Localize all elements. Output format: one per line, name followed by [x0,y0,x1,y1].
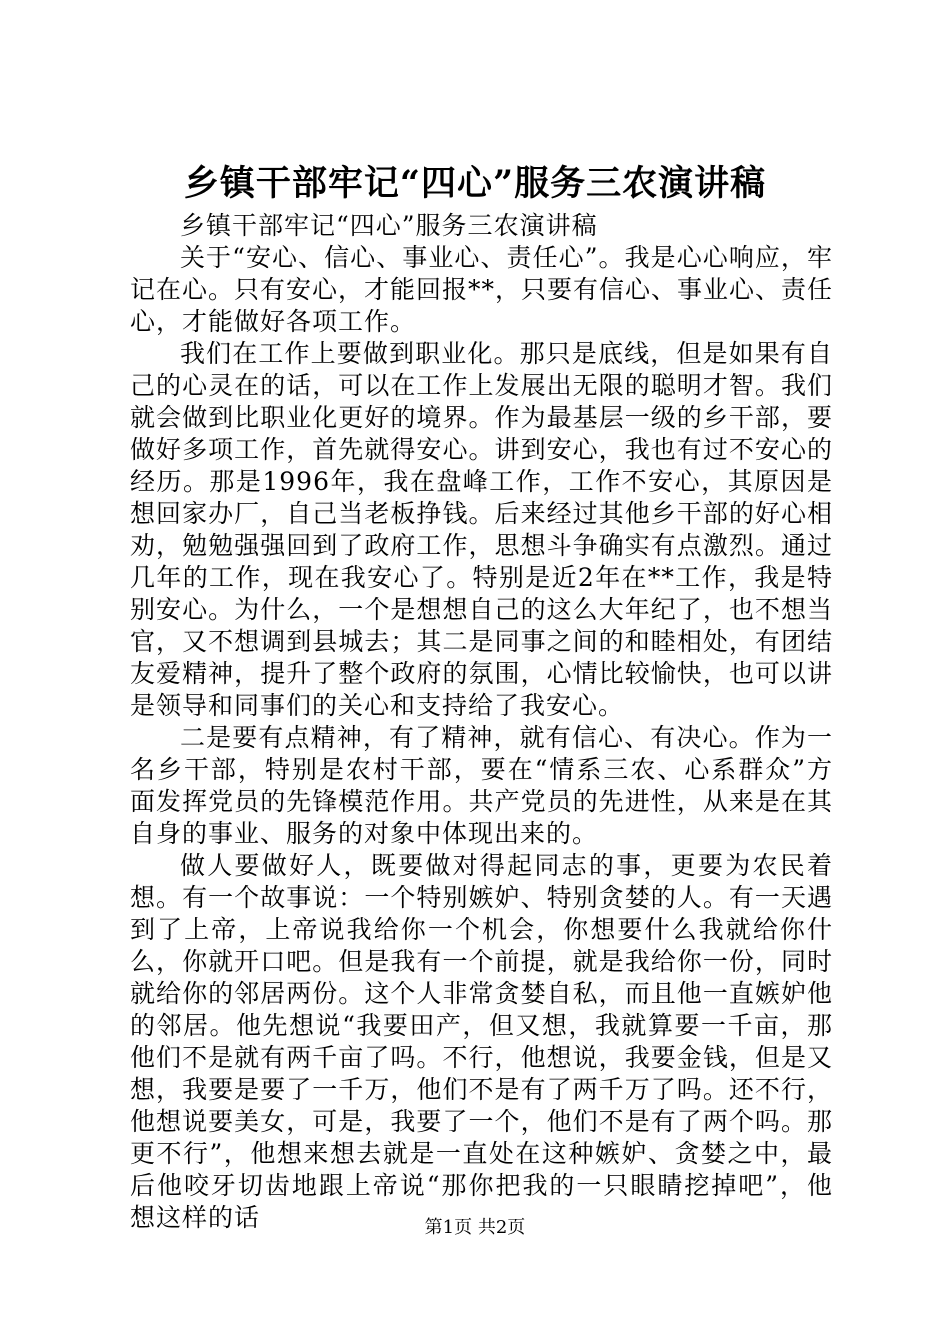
paragraph-1: 关于“安心、信心、事业心、责任心”。我是心心响应，牢记在心。只有安心，才能回报**，只要有信心、事业心、责任心，才能做好各项工作。 [130,243,834,336]
page-number-footer: 第1页 共2页 [424,1217,526,1238]
document-title: 乡镇干部牢记“四心”服务三农演讲稿 [183,163,767,204]
paragraph-3: 二是要有点精神，有了精神，就有信心、有决心。作为一名乡干部，特别是农村干部，要在“情系三农、心系群众”方面发挥党员的先锋模范作用。共产党员的先进性，从来是在其自身的事业、服务的对象中体现出来的。 [130,723,833,848]
paragraph-subtitle: 乡镇干部牢记“四心”服务三农演讲稿 [180,211,598,240]
paragraph-2: 我们在工作上要做到职业化。那只是底线，但是如果有自己的心灵在的话，可以在工作上发展出无限的聪明才智。我们就会做到比职业化更好的境界。作为最基层一级的乡干部，要做好多项工作，首先就得安心。讲到安心，我也有过不安心的经历。那是1996年，我在盘峰工作，工作不安心，其原因是想回家办厂，自己当老板挣钱。后来经过其他乡干部的好心相劝，勉勉强强回到了政府工作，思想斗争确实有点激烈。通过几年的工作，现在我安心了。特别是近2年在**工作，我是特别安心。为什么，一个是想想自己的这么大年纪了，也不想当官，又不想调到县城去；其二是同事之间的和睦相处，有团结友爱精神，提升了整个政府的氛围，心情比较愉快，也可以讲是领导和同事们的关心和支持给了我安心。 [130,339,833,720]
document-body [130,210,833,1234]
paragraph-4: 做人要做好人，既要做对得起同志的事，更要为农民着想。有一个故事说：一个特别嫉妒、特别贪婪的人。有一天遇到了上帝，上帝说我给你一个机会，你想要什么我就给你什么，你就开口吧。但是我有一个前提，就是我给你一份，同时就给你的邻居两份。这个人非常贪婪自私，而且他一直嫉妒他的邻居。他先想说“我要田产，但又想，我就算要一千亩，那他们不是就有两千亩了吗。不行，他想说，我要金钱，但是又想，我要是要了一千万，他们不是有了两千万了吗。还不行，他想说要美女，可是，我要了一个，他们不是有了两个吗。那更不行”，他想来想去就是一直处在这种嫉妒、贪婪之中，最后他咬牙切齿地跟上帝说“那你把我的一只眼睛挖掉吧”，他想这样的话 [130,851,833,1232]
